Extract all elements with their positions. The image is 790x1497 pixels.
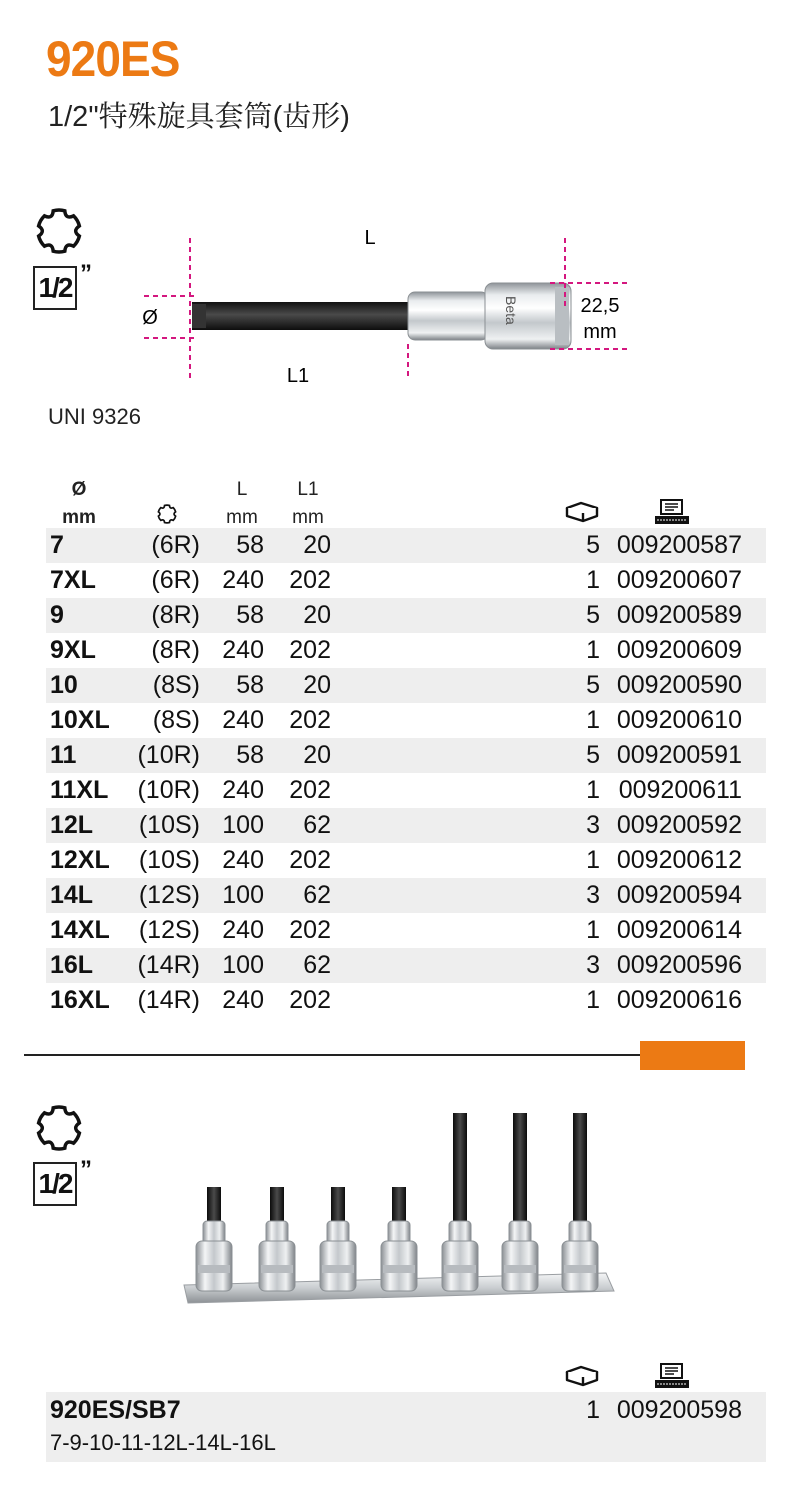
cell-length: 100: [222, 881, 264, 909]
cell-size: 7XL: [50, 566, 96, 594]
cell-drive-profile: (10R): [137, 776, 200, 804]
cell-drive-profile: (10S): [138, 811, 200, 839]
computer-keyboard-icon: [654, 1363, 690, 1389]
svg-text:Beta: Beta: [503, 296, 519, 325]
dimension-l-label: L: [364, 227, 376, 249]
cell-part-number: 009200596: [616, 951, 742, 979]
cell-drive-profile: (6R): [151, 566, 200, 594]
cell-quantity: 5: [586, 601, 600, 629]
header-size-symbol: Ø: [71, 479, 87, 500]
set-code: 920ES/SB7: [50, 1396, 181, 1424]
dimension-square-unit: mm: [583, 321, 617, 343]
table-row: [46, 843, 766, 878]
cell-length: 240: [222, 916, 264, 944]
cell-length: 58: [236, 531, 264, 559]
table-row: [46, 738, 766, 773]
cell-size: 16L: [50, 951, 94, 979]
cell-size: 11: [50, 741, 77, 769]
cell-length1: 62: [303, 951, 331, 979]
cell-length: 240: [222, 636, 264, 664]
cell-part-number: 009200614: [616, 916, 742, 944]
drive-size-box: 1/2: [33, 266, 77, 310]
cell-drive-profile: (14R): [137, 986, 200, 1014]
cell-length: 58: [236, 741, 264, 769]
cell-drive-profile: (12S): [138, 916, 200, 944]
drive-size-box: 1/2: [33, 1162, 77, 1206]
cell-drive-profile: (14R): [137, 951, 200, 979]
cell-length1: 20: [303, 741, 331, 769]
cell-part-number: 009200589: [616, 601, 742, 629]
socket-set-item: [562, 1113, 598, 1291]
header-torx-icon: [156, 503, 178, 525]
table-row: [46, 528, 766, 563]
socket-set-item: [442, 1113, 478, 1291]
cell-part-number: 009200609: [616, 636, 742, 664]
cell-quantity: 5: [586, 741, 600, 769]
socket-set-item: [259, 1187, 295, 1291]
cell-size: 14XL: [50, 916, 110, 944]
cell-length1: 202: [289, 846, 331, 874]
socket-set-item: [381, 1187, 417, 1291]
table-row: [46, 878, 766, 913]
cell-size: 14L: [50, 881, 94, 909]
section-divider: [24, 1054, 640, 1056]
cell-length: 58: [236, 671, 264, 699]
header-l1-label: L1: [297, 479, 319, 500]
socket-set-image: [170, 1105, 620, 1315]
cell-length: 100: [222, 811, 264, 839]
header-l-unit: mm: [226, 507, 258, 528]
table-row: [46, 633, 766, 668]
product-code: 920ES: [46, 31, 180, 87]
table-row: [46, 703, 766, 738]
cell-quantity: 3: [586, 811, 600, 839]
cell-quantity: 1: [586, 636, 600, 664]
cell-quantity: 3: [586, 951, 600, 979]
cell-quantity: 5: [586, 531, 600, 559]
table-row: [46, 948, 766, 983]
socket-body: [408, 283, 571, 349]
cell-length: 240: [222, 776, 264, 804]
product-subtitle: 1/2"特殊旋具套筒(齿形): [48, 101, 350, 133]
cell-size: 16XL: [50, 986, 110, 1014]
socket-set-item: [502, 1113, 538, 1291]
cell-length1: 202: [289, 986, 331, 1014]
package-box-icon: [564, 500, 600, 524]
cell-size: 11XL: [50, 776, 109, 804]
cell-length1: 20: [303, 601, 331, 629]
cell-quantity: 1: [586, 846, 600, 874]
cell-length1: 202: [289, 566, 331, 594]
header-l-label: L: [236, 479, 248, 500]
cell-part-number: 009200611: [618, 776, 742, 804]
cell-drive-profile: (8R): [151, 636, 200, 664]
torx-profile-icon: [33, 205, 85, 257]
drive-size-quote: ”: [80, 260, 92, 287]
cell-length1: 202: [289, 636, 331, 664]
dimension-l1-label: L1: [286, 365, 310, 386]
table-row: [46, 983, 766, 1018]
cell-part-number: 009200587: [616, 531, 742, 559]
table-row: [46, 913, 766, 948]
table-row: [46, 563, 766, 598]
table-row: [46, 598, 766, 633]
cell-part-number: 009200591: [616, 741, 742, 769]
cell-length: 240: [222, 846, 264, 874]
cell-size: 9: [50, 601, 64, 629]
dimension-diameter-label: Ø: [142, 307, 158, 329]
cell-length: 240: [222, 706, 264, 734]
table-row: [46, 773, 766, 808]
torx-profile-icon: [33, 1102, 85, 1154]
cell-length: 100: [222, 951, 264, 979]
cell-length1: 20: [303, 671, 331, 699]
set-part-number: 009200598: [616, 1396, 742, 1424]
cell-drive-profile: (8S): [152, 671, 200, 699]
table-row: [46, 668, 766, 703]
cell-length1: 62: [303, 881, 331, 909]
cell-size: 10XL: [50, 706, 110, 734]
cell-part-number: 009200607: [616, 566, 742, 594]
cell-part-number: 009200592: [616, 811, 742, 839]
cell-length1: 202: [289, 916, 331, 944]
cell-quantity: 1: [586, 916, 600, 944]
cell-part-number: 009200594: [616, 881, 742, 909]
cell-length: 58: [236, 601, 264, 629]
socket-set-item: [320, 1187, 356, 1291]
cell-size: 12L: [50, 811, 94, 839]
cell-drive-profile: (6R): [151, 531, 200, 559]
cell-size: 10: [50, 671, 78, 699]
section-divider-accent: [640, 1041, 745, 1070]
cell-part-number: 009200590: [616, 671, 742, 699]
cell-quantity: 1: [586, 706, 600, 734]
dimension-square-label: 22,5: [580, 295, 620, 317]
set-sizes: 7-9-10-11-12L-14L-16L: [50, 1430, 276, 1455]
cell-quantity: 5: [586, 671, 600, 699]
cell-quantity: 1: [586, 986, 600, 1014]
cell-size: 9XL: [50, 636, 96, 664]
socket-set-item: [196, 1187, 232, 1291]
header-l1-unit: mm: [292, 507, 324, 528]
cell-drive-profile: (8R): [151, 601, 200, 629]
cell-length1: 202: [289, 706, 331, 734]
drive-size-quote: ”: [80, 1156, 92, 1183]
cell-drive-profile: (10S): [138, 846, 200, 874]
cell-drive-profile: (10R): [137, 741, 200, 769]
cell-size: 12XL: [50, 846, 110, 874]
cell-length1: 62: [303, 811, 331, 839]
cell-quantity: 3: [586, 881, 600, 909]
cell-drive-profile: (8S): [152, 706, 200, 734]
cell-length: 240: [222, 986, 264, 1014]
package-box-icon: [564, 1364, 600, 1388]
standard-label: UNI 9326: [48, 404, 141, 429]
cell-length1: 202: [289, 776, 331, 804]
socket-dimension-diagram: [130, 226, 650, 386]
cell-drive-profile: (12S): [138, 881, 200, 909]
cell-quantity: 1: [586, 566, 600, 594]
cell-part-number: 009200612: [616, 846, 742, 874]
cell-quantity: 1: [586, 776, 600, 804]
computer-keyboard-icon: [654, 499, 690, 525]
header-size-unit: mm: [62, 507, 96, 528]
cell-length1: 20: [303, 531, 331, 559]
set-quantity: 1: [586, 1396, 600, 1424]
cell-size: 7: [50, 531, 64, 559]
cell-part-number: 009200610: [616, 706, 742, 734]
cell-length: 240: [222, 566, 264, 594]
table-row: [46, 808, 766, 843]
cell-part-number: 009200616: [616, 986, 742, 1014]
